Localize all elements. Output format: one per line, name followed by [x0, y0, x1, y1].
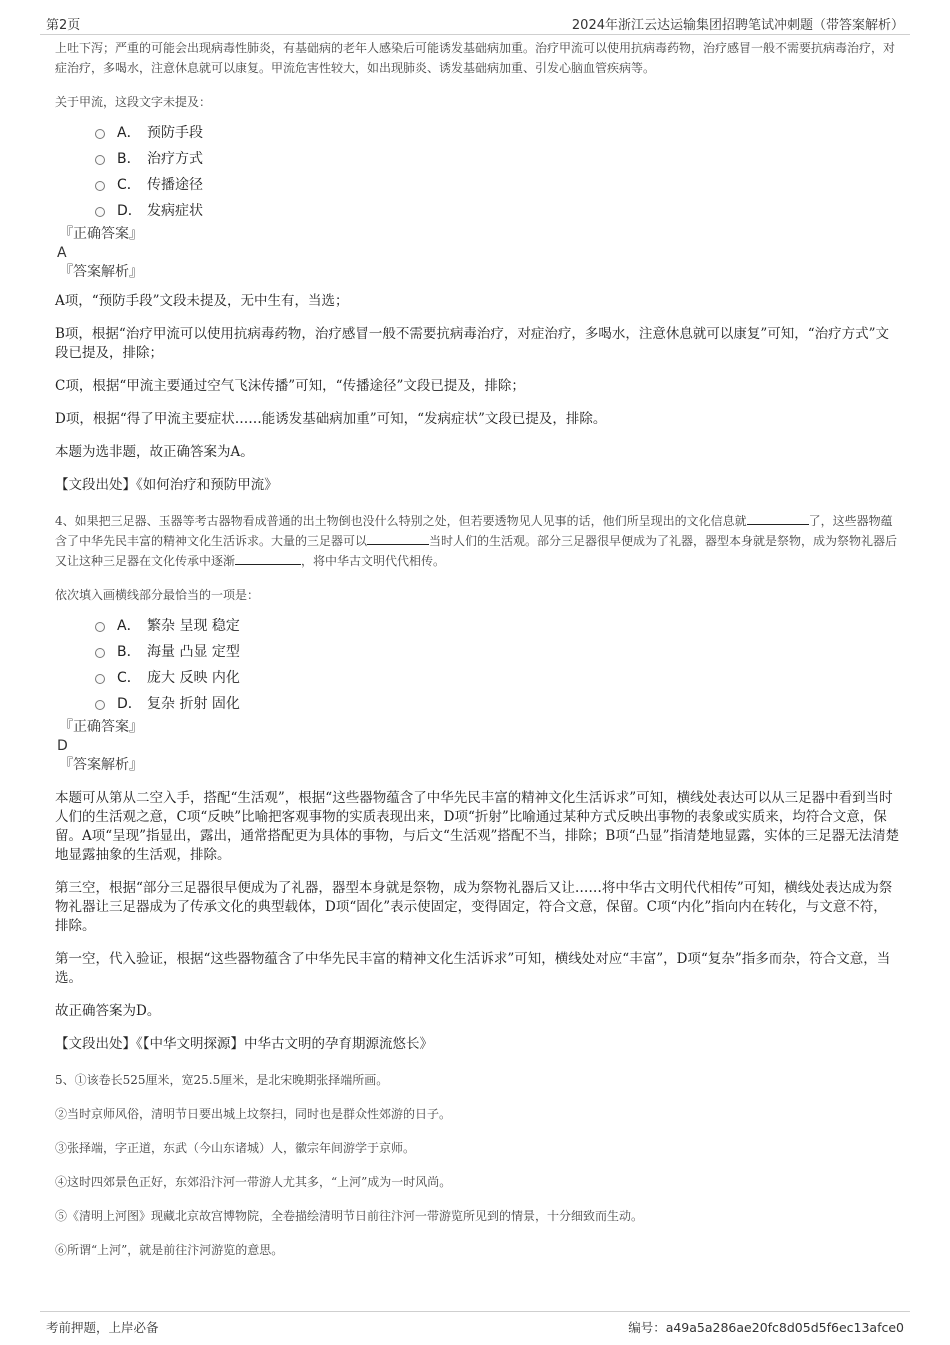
- radio-icon[interactable]: [95, 155, 105, 165]
- radio-icon[interactable]: [95, 648, 105, 658]
- q3-analysis-d: D项，根据“得了甲流主要症状……能诱发基础病加重”可知，“发病症状”文段已提及，排除。: [55, 411, 607, 427]
- q4-option-b[interactable]: B． 海量 凸显 定型: [95, 639, 900, 665]
- q5-line-4: ④这时四郊景色正好，东郊沿汴河一带游人尤其多，“上河”成为一时风尚。: [55, 1175, 452, 1189]
- q3-answer: A: [57, 245, 67, 261]
- footer-slogan: 考前押题，上岸必备: [46, 1320, 159, 1335]
- q3-options: [95, 120, 900, 224]
- q3-analysis-label: 『答案解析』: [59, 264, 143, 280]
- q3-option-b[interactable]: B． 治疗方式: [95, 146, 900, 172]
- q4-answer: D: [57, 738, 68, 754]
- q5-line-5: ⑤《清明上河图》现藏北京故宫博物院，全卷描绘清明节日前往汴河一带游览所见到的情景，十分细致而生动。: [55, 1209, 644, 1223]
- q4-source: 【文段出处】《【中华文明探源】中华古文明的孕育期源流悠长》: [55, 1036, 433, 1052]
- q5-line-1: 5、①该卷长525厘米，宽25.5厘米，是北宋晚期张择端所画。: [55, 1073, 389, 1087]
- q4-answer-label: 『正确答案』: [59, 719, 143, 735]
- q4-option-d[interactable]: D． 复杂 折射 固化: [95, 691, 900, 717]
- q5-line-2: ②当时京师风俗，清明节日要出城上坟祭扫，同时也是群众性郊游的日子。: [55, 1107, 452, 1121]
- q3-option-c[interactable]: C． 传播途径: [95, 172, 900, 198]
- q4-stem: 依次填入画横线部分最恰当的一项是：: [55, 588, 260, 602]
- radio-icon[interactable]: [95, 622, 105, 632]
- q3-analysis-c: C项，根据“甲流主要通过空气飞沫传播”可知，“传播途径”文段已提及，排除；: [55, 378, 525, 394]
- q4-option-c[interactable]: C． 庞大 反映 内化: [95, 665, 900, 691]
- main-content: [55, 38, 900, 1260]
- q3-stem: 关于甲流，这段文字未提及：: [55, 95, 212, 109]
- fill-blank: [747, 512, 809, 525]
- q3-analysis-a: A项，“预防手段”文段未提及，无中生有，当选；: [55, 293, 349, 309]
- q4-conclusion: 故正确答案为D。: [55, 1003, 161, 1019]
- q4-options: [95, 613, 900, 717]
- radio-icon[interactable]: [95, 674, 105, 684]
- fill-blank: [367, 532, 429, 545]
- radio-icon[interactable]: [95, 181, 105, 191]
- document-title: 2024年浙江云达运输集团招聘笔试冲刺题（带答案解析）: [571, 18, 904, 33]
- q4-option-a[interactable]: A． 繁杂 呈现 稳定: [95, 613, 900, 639]
- q3-source: 【文段出处】《如何治疗和预防甲流》: [55, 477, 278, 493]
- q4-analysis-1: 本题可从第从二空入手，搭配“生活观”，根据“这些器物蕴含了中华先民丰富的精神文化生活诉求”可知，横线处表达可以从三足器中看到当时人们的生活观之意，C项“反映”比喻把客观事物的实质表现出来，D项“折射”比喻通过某种方式反映出事物的表象或实质来，均符合文意，保留。A项“呈现”指显出，露出，通常搭配更为具体的事物，与后文“生活观”搭配不当，排除；B项“凸显”指清楚地显露，实体的三足器无法清楚地显露抽象的生活观，排除。: [55, 790, 900, 863]
- page-number: 第2页: [46, 18, 81, 33]
- q5-line-6: ⑥所谓“上河”，就是前往汴河游览的意思。: [55, 1243, 284, 1257]
- q3-analysis-b: B项，根据“治疗甲流可以使用抗病毒药物，治疗感冒一般不需要抗病毒治疗，对症治疗，多喝水，注意休息就可以康复”可知，“治疗方式”文段已提及，排除；: [55, 326, 890, 361]
- q5-line-3: ③张择端，字正道，东武（今山东诸城）人，徽宗年间游学于京师。: [55, 1141, 416, 1155]
- q3-answer-label: 『正确答案』: [59, 226, 143, 242]
- radio-icon[interactable]: [95, 700, 105, 710]
- q3-option-d[interactable]: D． 发病症状: [95, 198, 900, 224]
- q4-analysis-label: 『答案解析』: [59, 757, 143, 773]
- q3-conclusion: 本题为选非题，故正确答案为A。: [55, 444, 254, 460]
- fill-blank: [235, 552, 301, 565]
- q3-option-a[interactable]: A． 预防手段: [95, 120, 900, 146]
- document-id: 编号：a49a5a286ae20fc8d05d5f6ec13afce0: [628, 1320, 904, 1335]
- radio-icon[interactable]: [95, 207, 105, 217]
- q4-analysis-2: 第三空，根据“部分三足器很早便成为了礼器，器型本身就是祭物，成为祭物礼器后又让……将中华古文明代代相传”可知，横线处表达成为祭物礼器让三足器成为了传承文化的典型载体，D项“固化”表示使固定，变得固定，符合文意，保留。C项“内化”指向内在转化，与文意不符，排除。: [55, 880, 893, 934]
- q4-passage: 4、如果把三足器、玉器等考古器物看成普通的出土物倒也没什么特别之处，但若要透物见人见事的话，他们所呈现出的文化信息就 了，这些器物蕴含了中华先民丰富的精神文化生活诉求。大量的三足器可以 当时人们的生活观。部分三足器很早便成为了礼器，器型本身就是祭物，成为祭物礼器后又让这种三足器在文化传承中逐渐 ，将中华古文明代代相传。: [55, 514, 898, 568]
- q3-passage: 上吐下泻；严重的可能会出现病毒性肺炎，有基础病的老年人感染后可能诱发基础病加重。治疗甲流可以使用抗病毒药物，治疗感冒一般不需要抗病毒治疗，对症治疗，多喝水，注意休息就可以康复。甲流危害性较大，如出现肺炎、诱发基础病加重、引发心脑血管疾病等。: [55, 41, 896, 75]
- page-footer: [40, 1311, 910, 1342]
- radio-icon[interactable]: [95, 129, 105, 139]
- page-header: [40, 8, 910, 35]
- q4-analysis-3: 第一空，代入验证，根据“这些器物蕴含了中华先民丰富的精神文化生活诉求”可知，横线处对应“丰富”，D项“复杂”指多而杂，符合文意，当选。: [55, 951, 891, 986]
